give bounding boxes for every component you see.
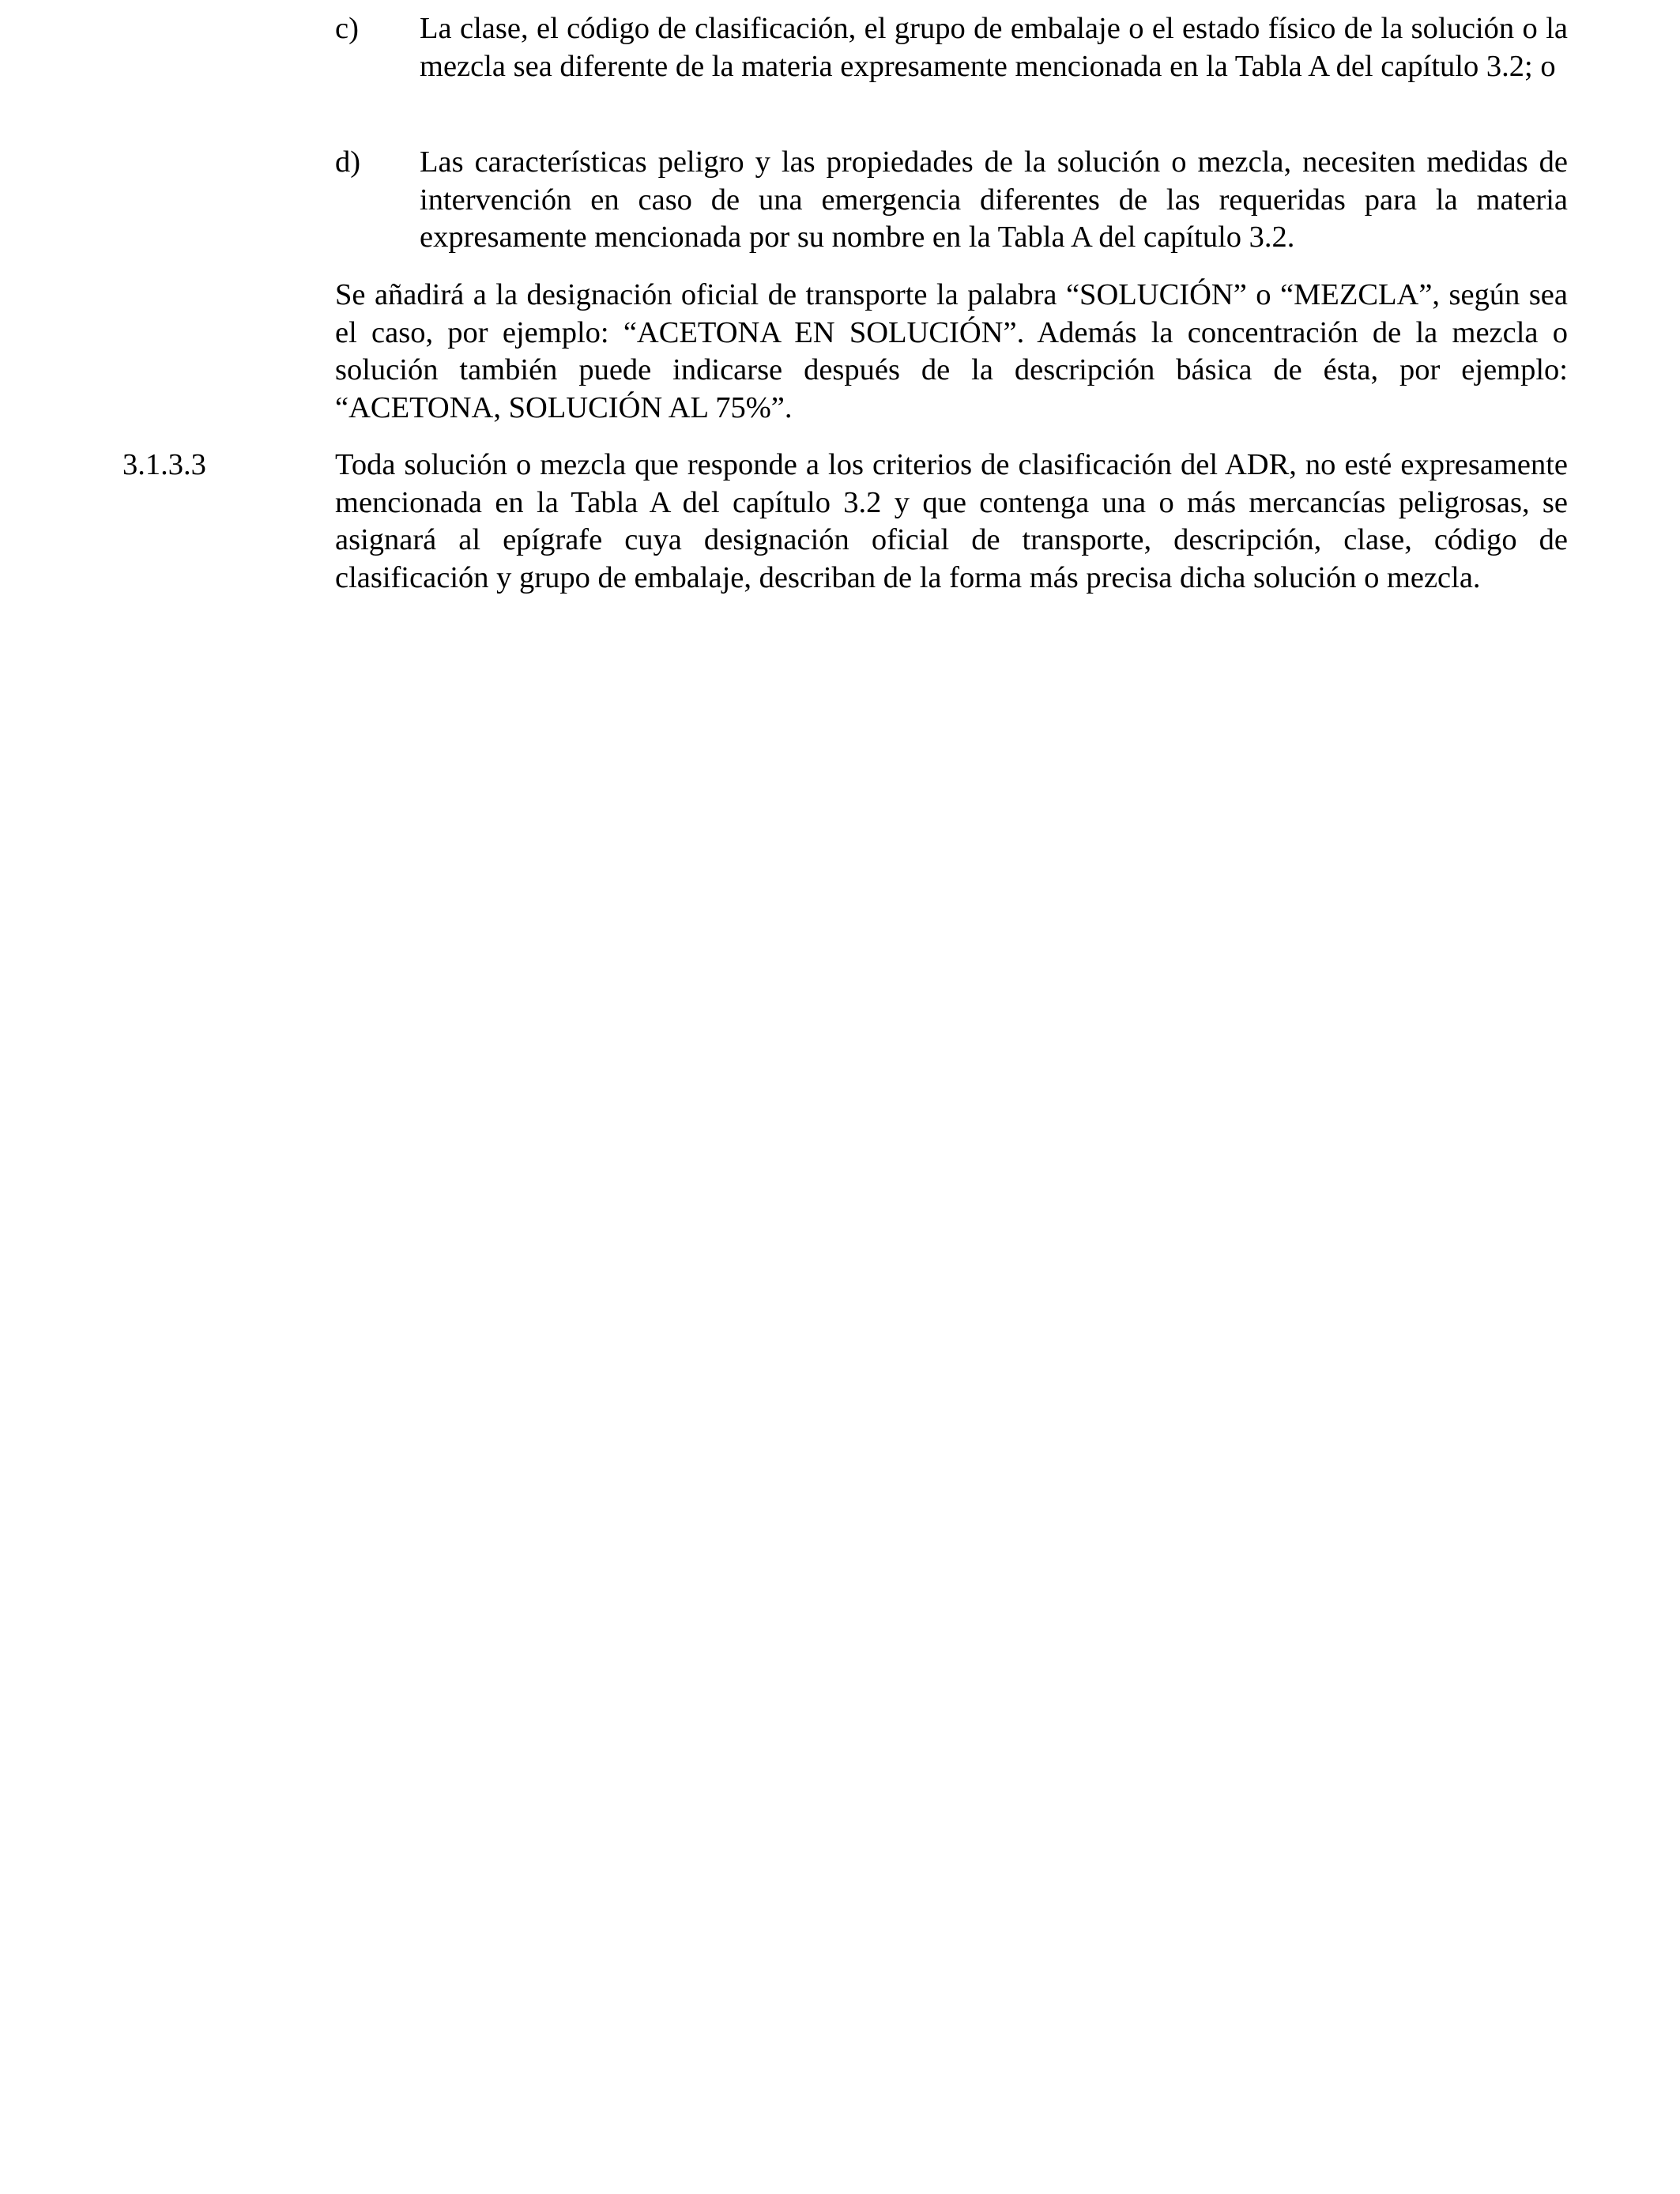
list-item-label: d) — [335, 145, 361, 179]
section-text: Toda solución o mezcla que responde a los criterios de clasificación del ADR, no esté expresamente mencionada en la Tabla A del capítulo 3.2 y que contenga una o más mercancías peligrosas, se asignará al epígrafe cuya designación oficial de transporte, descripción, clase, código de clasificación y grupo de embalaje, describan de la forma más precisa dicha solución o mezcla. — [335, 448, 1568, 594]
list-item-text: Las características peligro y las propiedades de la solución o mezcla, necesiten medidas de intervención en caso de una emergencia diferentes de las requeridas para la materia expresamente mencionada por su nombre en la Tabla A del capítulo 3.2. — [420, 145, 1568, 254]
list-item-text: La clase, el código de clasificación, el grupo de embalaje o el estado físico de la solución o la mezcla sea diferente de la materia expresamente mencionada en la Tabla A del capítulo 3.2; o — [420, 12, 1568, 83]
section-number: 3.1.3.3 — [122, 448, 206, 481]
designation-paragraph: Se añadirá a la designación oficial de transporte la palabra “SOLUCIÓN” o “MEZCLA”, según sea el caso, por ejemplo: “ACETONA EN SOLUCIÓN”. Además la concentración de la mezcla o solución también puede indicarse después de la descripción básica de ésta, por ejemplo: “ACETONA, SOLUCIÓN AL 75%”. — [335, 278, 1568, 424]
list-item-d — [335, 144, 1568, 258]
list-item-label: c) — [335, 12, 359, 45]
list-item-c — [335, 10, 1568, 125]
